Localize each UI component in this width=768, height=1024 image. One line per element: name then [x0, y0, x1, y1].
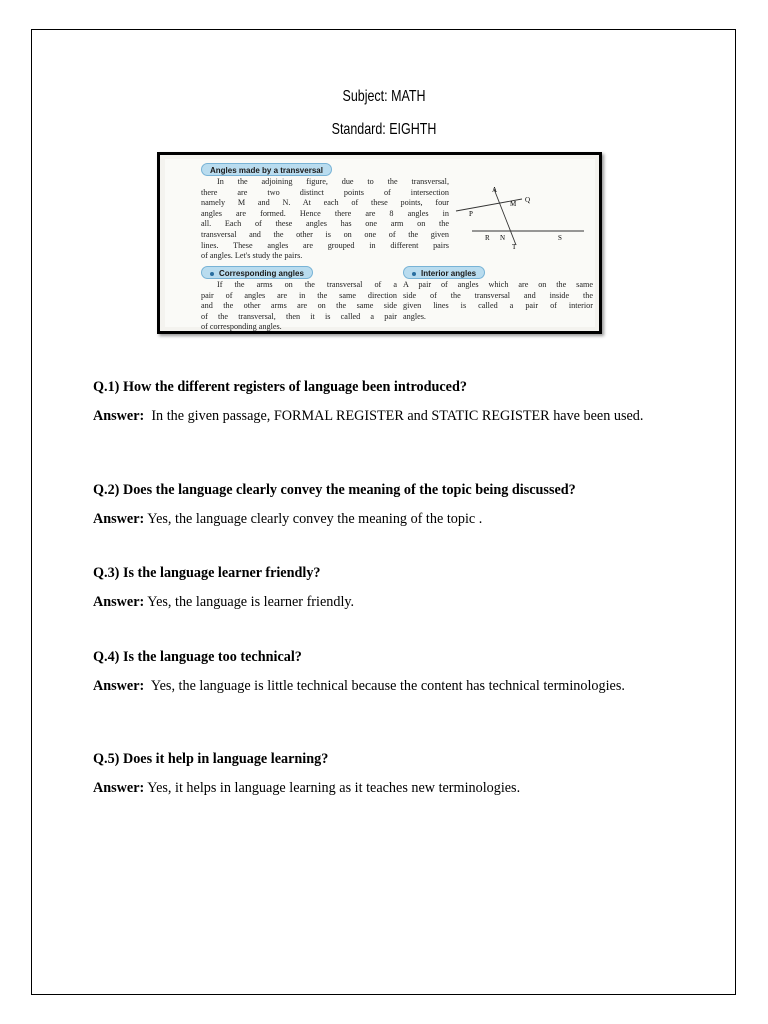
- label-m: M: [510, 200, 517, 208]
- label-s: S: [558, 234, 562, 242]
- answer-label: Answer:: [93, 594, 145, 610]
- corresponding-line: and the other arms are on the same side: [201, 301, 397, 311]
- answer-text: Yes, the language is little technical because the content has technical terminologies.: [150, 678, 625, 694]
- label-r: R: [485, 234, 490, 242]
- label-n: N: [500, 234, 506, 242]
- interior-angles-pill: [403, 266, 485, 279]
- answer-text: Yes, it helps in language learning as it teaches new terminologies.: [147, 780, 521, 796]
- intro-line: there are two distinct points of intersection: [201, 187, 449, 197]
- answer-4: [93, 677, 673, 695]
- intro-line: all. Each of these angles has one arm on the: [201, 219, 449, 229]
- bullet-icon: [210, 272, 214, 276]
- question-1: Q.1) How the different registers of language been introduced?: [93, 379, 467, 395]
- interior-line: given lines is called a pair of interior: [403, 301, 593, 311]
- standard-heading: Standard: EIGHTH: [331, 121, 437, 138]
- answer-1: [93, 407, 673, 425]
- interior-line: A pair of angles which are on the same: [403, 280, 593, 289]
- answer-label: Answer:: [93, 780, 145, 796]
- interior-angles-title: Interior angles: [421, 269, 477, 278]
- question-2: Q.2) Does the language clearly convey the meaning of the topic being discussed?: [93, 482, 576, 498]
- intro-line: of angles. Let's study the pairs.: [201, 251, 303, 261]
- intro-line: angles are formed. Hence there are 8 angles in: [201, 208, 449, 218]
- corresponding-angles-text: [201, 280, 397, 333]
- figure-title: Angles made by a transversal: [210, 166, 323, 175]
- answer-text: In the given passage, FORMAL REGISTER and STATIC REGISTER have been used.: [151, 408, 644, 424]
- question-3: Q.3) Is the language learner friendly?: [93, 565, 321, 581]
- interior-line: angles.: [403, 311, 426, 321]
- label-p: P: [469, 210, 473, 218]
- answer-label: Answer:: [93, 678, 145, 694]
- label-t: T: [512, 243, 517, 249]
- question-5: Q.5) Does it help in language learning?: [93, 751, 329, 767]
- intro-line: lines. These angles are grouped in different pairs: [201, 240, 449, 250]
- answer-5: [93, 779, 673, 797]
- corresponding-line: of corresponding angles.: [201, 322, 282, 332]
- intro-line: In the adjoining figure, due to the transversal,: [217, 177, 449, 186]
- question-4: Q.4) Is the language too technical?: [93, 649, 302, 665]
- corresponding-line: of the transversal, then it is called a pair: [201, 311, 397, 321]
- intro-line: transversal and the other is on one of the given: [201, 229, 449, 239]
- interior-angles-text: [403, 280, 593, 322]
- label-q: Q: [525, 196, 531, 204]
- answer-text: Yes, the language clearly convey the meaning of the topic .: [147, 511, 483, 527]
- label-a: A: [492, 186, 498, 194]
- textbook-figure: [157, 152, 602, 334]
- bullet-icon: [412, 272, 416, 276]
- corresponding-angles-pill: [201, 266, 313, 279]
- subject-heading: Subject: MATH: [342, 88, 426, 105]
- figure-title-pill: [201, 163, 332, 176]
- interior-line: side of the transversal and inside the: [403, 290, 593, 300]
- figure-intro-text: [201, 177, 449, 262]
- intro-line: namely M and N. At each of these points, four: [201, 198, 449, 208]
- answer-2: [93, 510, 673, 528]
- transversal-diagram: [452, 179, 592, 249]
- corresponding-angles-title: Corresponding angles: [219, 269, 304, 278]
- corresponding-line: If the arms on the transversal of a: [217, 280, 397, 289]
- answer-label: Answer:: [93, 408, 145, 424]
- answer-label: Answer:: [93, 511, 145, 527]
- corresponding-line: pair of angles are in the same direction: [201, 290, 397, 300]
- answer-text: Yes, the language is learner friendly.: [147, 594, 355, 610]
- answer-3: [93, 593, 673, 611]
